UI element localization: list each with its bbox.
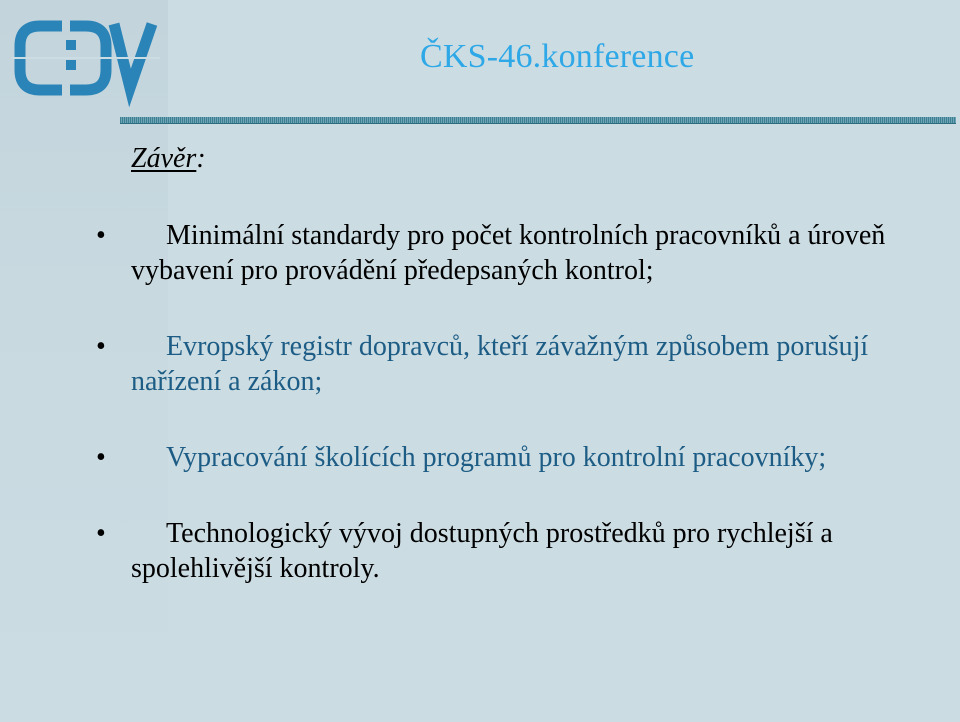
bullet-list [131,218,931,627]
bullet-item: • Minimální standardy pro počet kontrolních pracovníků a úroveň vybavení pro provádění předepsaných kontrol; [131,218,931,288]
title-divider [120,117,956,123]
bullet-item: • Evropský registr dopravců, kteří závažným způsobem porušují nařízení a zákon; [131,329,931,399]
section-title-text: Závěr [131,143,197,174]
bullet-item: • Technologický vývoj dostupných prostředků pro rychlejší a spolehlivější kontroly. [131,516,931,586]
bullet-item: • Vypracování školících programů pro kontrolní pracovníky; [131,440,931,475]
section-title-colon: : [196,143,206,174]
section-title [131,143,206,175]
cdv-logo [0,0,168,110]
page-title: ČKS-46.konference [420,38,695,75]
